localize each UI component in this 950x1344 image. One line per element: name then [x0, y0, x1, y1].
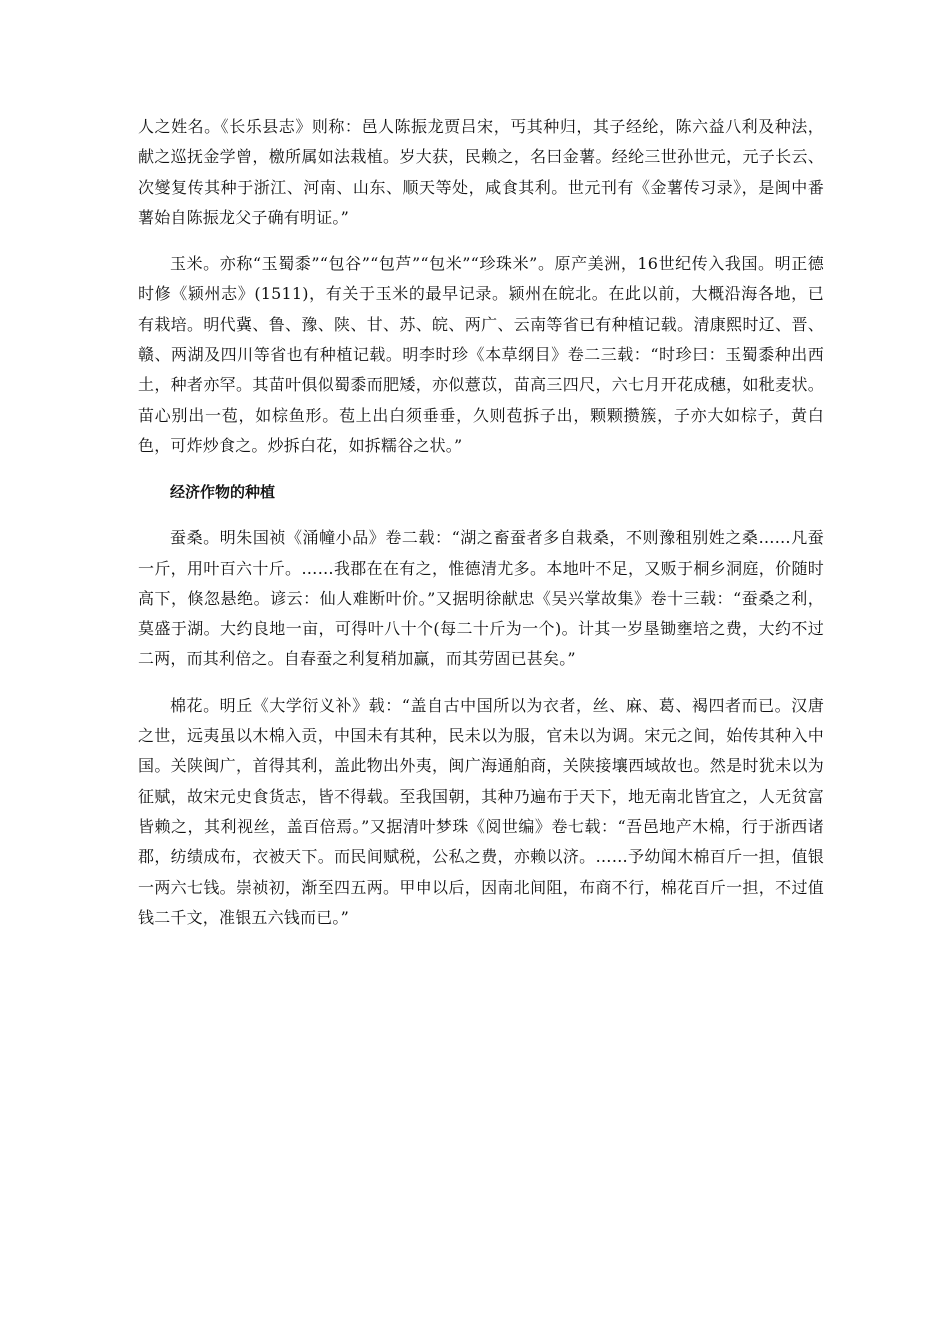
paragraph-cotton: 棉花。明丘《大学衍义补》载：“盖自古中国所以为衣者，丝、麻、葛、褐四者而已。汉唐之世，远夷虽以木棉入贡，中国未有其种，民未以为服，官未以为调。宋元之间，始传其种入中国。关陕闽广，首得其利，盖此物出外夷，闽广海通舶商，关陕接壤西域故也。然是时犹未以为征赋，故宋元史食货志，皆不得载。至我国朝，其种乃遍布于天下，地无南北皆宜之，人无贫富皆赖之，其利视丝，盖百倍焉。”又据清叶梦珠《阅世编》卷七载：“吾邑地产木棉，行于浙西诸郡，纺绩成布，衣被天下。而民间赋税，公私之费，亦赖以济。……予幼闻木棉百斤一担，值银一两六七钱。崇祯初，渐至四五两。甲申以后，因南北间阻，布商不行，棉花百斤一担，不过值钱二千文，准银五六钱而已。” [138, 695, 824, 927]
section-heading-cash-crops: 经济作物的种植 [170, 483, 276, 502]
paragraph-gap [138, 233, 824, 249]
paragraph-gap [138, 461, 824, 477]
paragraph-sweet-potato-continued: 人之姓名。《长乐县志》则称：邑人陈振龙贾吕宋，丐其种归，其子经纶，陈六益八利及种法，献之巡抚金学曾，檄所属如法栽植。岁大获，民赖之，名曰金薯。经纶三世孙世元，元子长云、次燮复传其种于浙江、河南、山东、顺天等处，咸食其利。世元刊有《金薯传习录》，是闽中番薯始自陈振龙父子确有明证。” [138, 117, 824, 227]
paragraph-sericulture: 蚕桑。明朱国祯《涌幢小品》卷二载：“湖之畜蚕者多自栽桑，不则豫租别姓之桑……凡蚕一斤，用叶百六十斤。……我郡在在有之，惟德清尤多。本地叶不足，又贩于桐乡洞庭，价随时高下，倏忽悬绝。谚云：仙人难断叶价。”又据明徐献忠《吴兴掌故集》卷十三载：“蚕桑之利，莫盛于湖。大约良地一亩，可得叶八十个(每二十斤为一个)。计其一岁垦锄壅培之费，大约不过二两，而其利倍之。自春蚕之利复稍加赢，而其劳固已甚矣。” [138, 528, 824, 669]
paragraph-gap [138, 675, 824, 691]
paragraph-corn: 玉米。亦称“玉蜀黍”“包谷”“包芦”“包米”“珍珠米”。原产美洲，16世纪传入我国。明正德时修《颍州志》(1511)，有关于玉米的最早记录。颍州在皖北。在此以前，大概沿海各地，已有栽培。明代冀、鲁、豫、陕、甘、苏、皖、两广、云南等省已有种植记载。清康熙时辽、晋、赣、两湖及四川等省也有种植记载。明李时珍《本草纲目》卷二三载：“时珍曰：玉蜀黍种出西土，种者亦罕。其苗叶俱似蜀黍而肥矮，亦似薏苡，苗高三四尺，六七月开花成穗，如秕麦状。苗心别出一苞，如棕鱼形。苞上出白须垂垂，久则苞拆子出，颗颗攒簇，子亦大如棕子，黄白色，可炸炒食之。炒拆白花，如拆糯谷之状。” [138, 254, 824, 455]
document-page [138, 112, 824, 933]
paragraph-gap [138, 507, 824, 523]
